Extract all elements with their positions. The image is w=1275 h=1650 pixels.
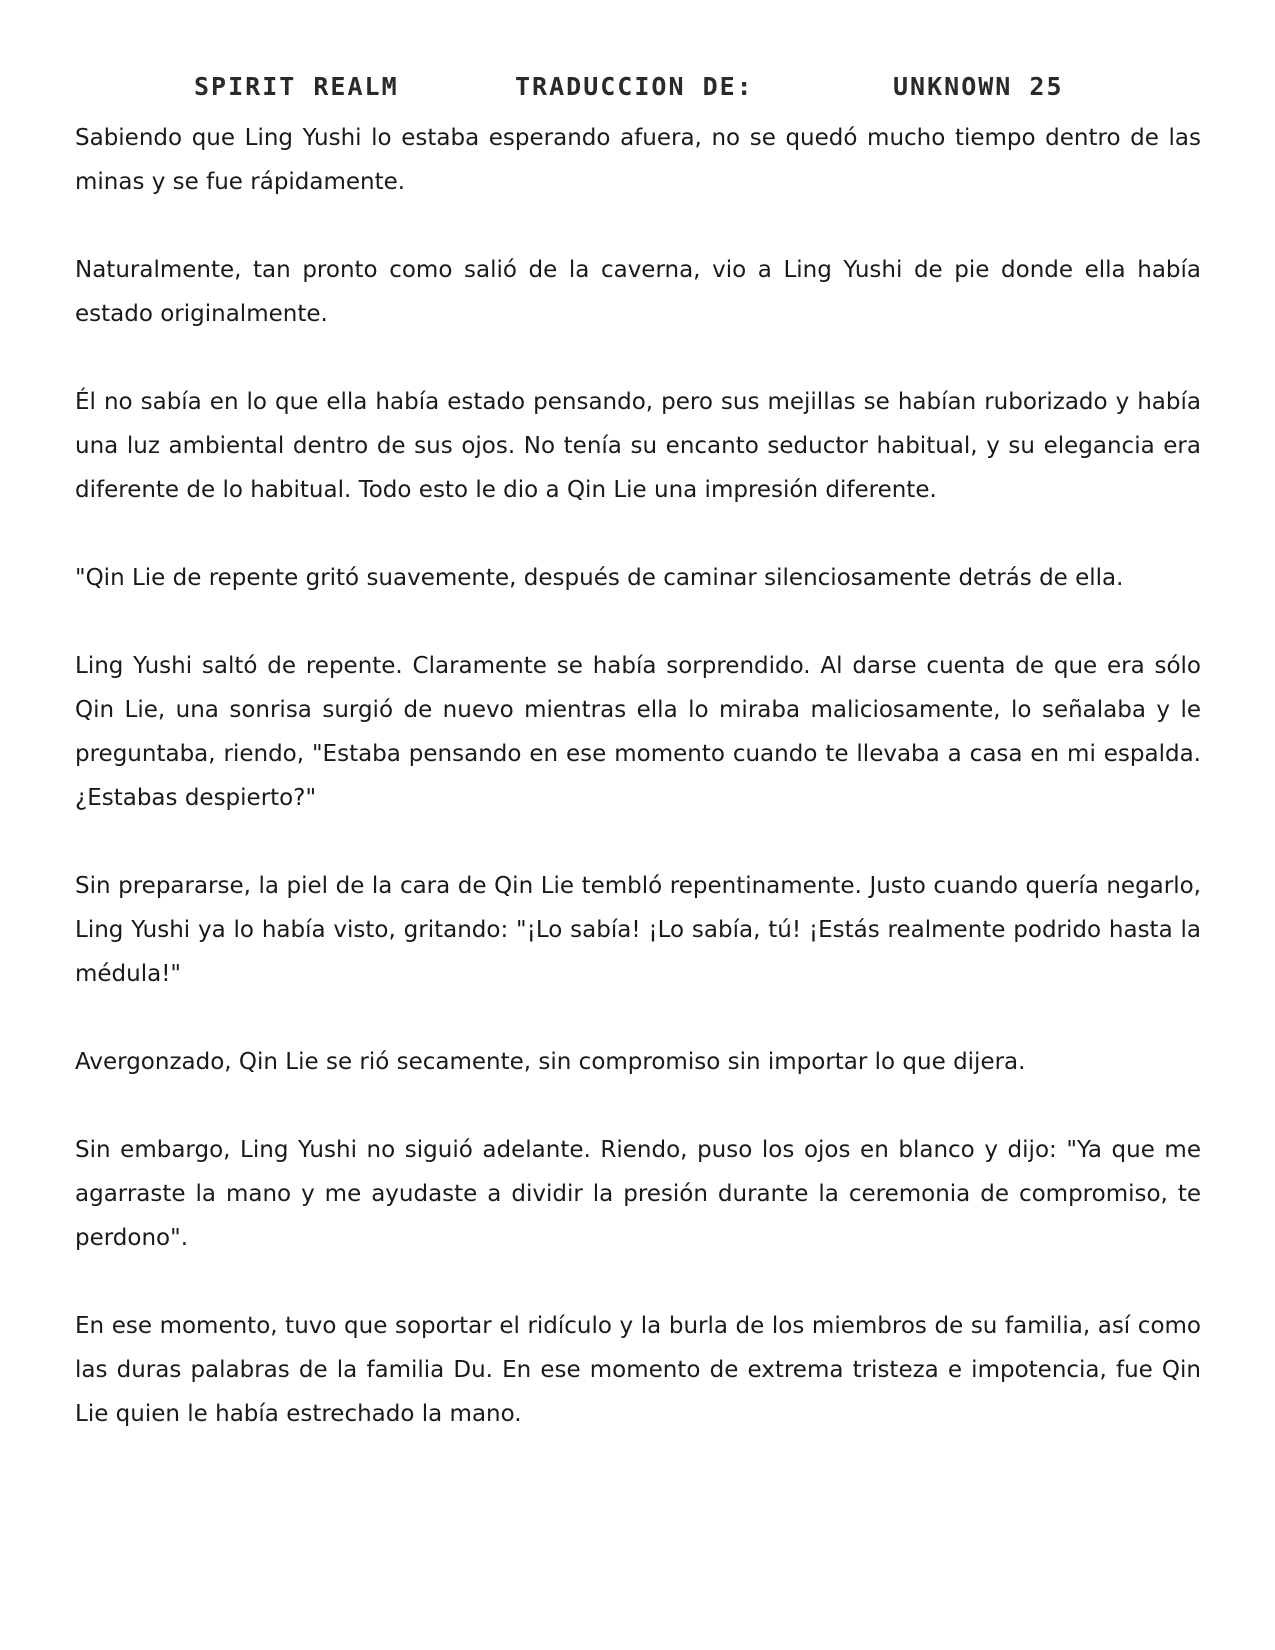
paragraph: Sabiendo que Ling Yushi lo estaba esperando afuera, no se quedó mucho tiempo dentro de las minas y se fue rápidamente. (75, 125, 1201, 195)
paragraph: Ling Yushi saltó de repente. Claramente se había sorprendido. Al darse cuenta de que era sólo Qin Lie, una sonrisa surgió de nuevo mientras ella lo miraba maliciosamente, lo señalaba y le preguntaba, riendo, "Estaba pensando en ese momento cuando te llevaba a casa en mi espalda. ¿Estabas despierto?" (75, 653, 1201, 811)
page-header (0, 72, 1275, 112)
paragraph: Avergonzado, Qin Lie se rió secamente, sin compromiso sin importar lo que dijera. (75, 1049, 1026, 1075)
document-body (75, 116, 1201, 1480)
paragraph: Naturalmente, tan pronto como salió de la caverna, vio a Ling Yushi de pie donde ella había estado originalmente. (75, 257, 1201, 327)
translation-label: TRADUCCION DE: (515, 72, 754, 101)
paragraph: Él no sabía en lo que ella había estado pensando, pero sus mejillas se habían ruborizado y había una luz ambiental dentro de sus ojos. No tenía su encanto seductor habitual, y su elegancia era diferente de lo habitual. Todo esto le dio a Qin Lie una impresión diferente. (75, 389, 1201, 503)
series-title: SPIRIT REALM (194, 72, 399, 101)
paragraph: "Qin Lie de repente gritó suavemente, después de caminar silenciosamente detrás de ella. (75, 565, 1124, 591)
paragraph: Sin prepararse, la piel de la cara de Qin Lie tembló repentinamente. Justo cuando quería negarlo, Ling Yushi ya lo había visto, gritando: "¡Lo sabía! ¡Lo sabía, tú! ¡Estás realmente podrido hasta la médula!" (75, 873, 1201, 987)
paragraph: Sin embargo, Ling Yushi no siguió adelante. Riendo, puso los ojos en blanco y dijo: "Ya que me agarraste la mano y me ayudaste a dividir la presión durante la ceremonia de compromiso, te perdono". (75, 1137, 1201, 1251)
translator-name: UNKNOWN 25 (893, 72, 1064, 101)
paragraph: En ese momento, tuvo que soportar el ridículo y la burla de los miembros de su familia, así como las duras palabras de la familia Du. En ese momento de extrema tristeza e impotencia, fue Qin Lie quien le había estrechado la mano. (75, 1313, 1201, 1427)
